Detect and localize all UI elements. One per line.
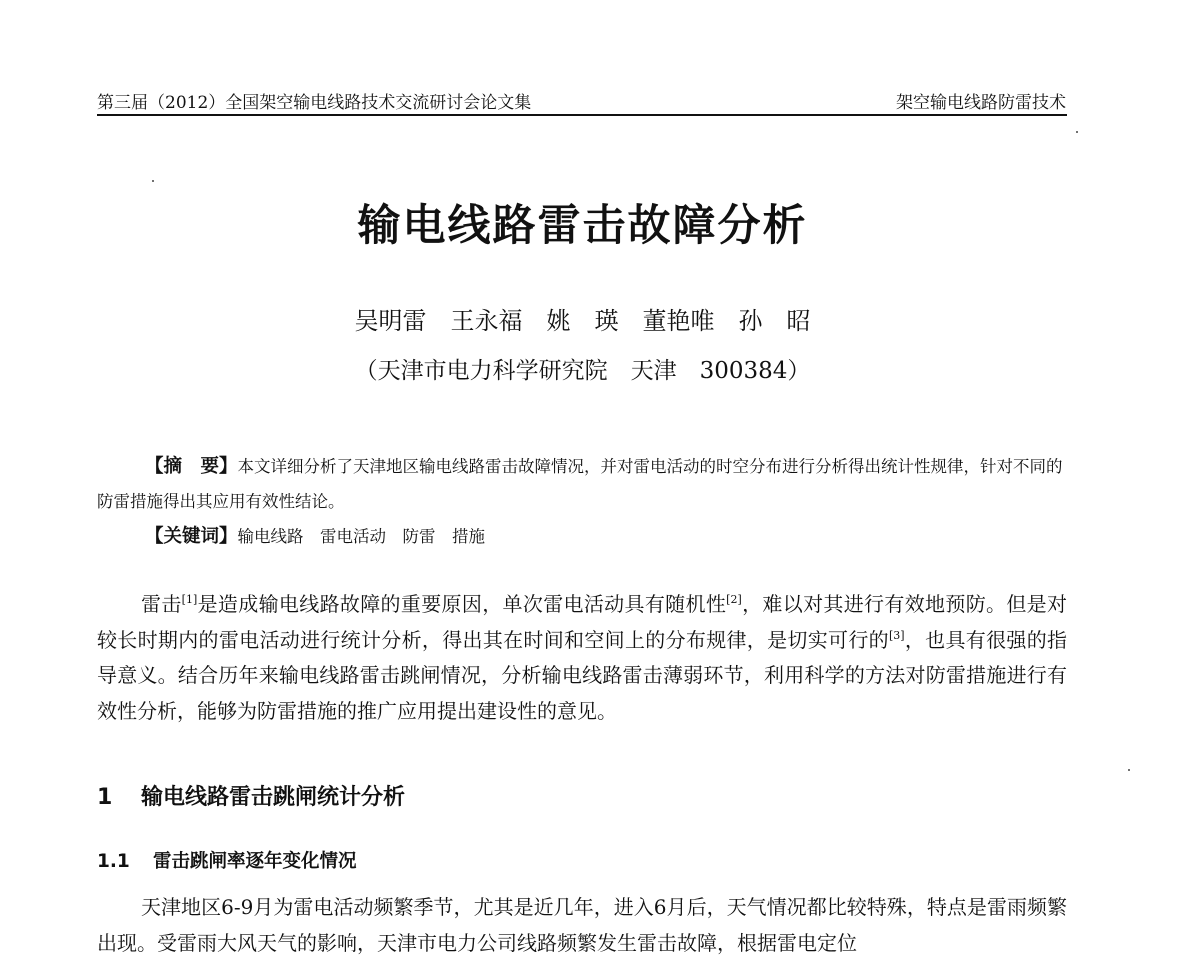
intro-paragraph xyxy=(97,587,1067,729)
body-paragraph xyxy=(97,890,1067,961)
keywords-text: 输电线路 雷电活动 防雷 措施 xyxy=(237,527,486,546)
citation-3: [3] xyxy=(888,628,905,642)
subsection-title: 雷击跳闸率逐年变化情况 xyxy=(153,851,357,872)
citation-2: [2] xyxy=(726,593,742,606)
section-title: 输电线路雷击跳闸统计分析 xyxy=(141,785,406,810)
subsection-number: 1.1 xyxy=(97,851,130,872)
keywords xyxy=(97,519,1067,554)
author-list: 吴明雷 王永福 姚 瑛 董艳唯 孙 昭 xyxy=(354,307,811,335)
intro-text: ，难以对其进行有效地预防。但是对较长时期内的雷电活动进行统计分析，得出其在时间和空间上的分布规律，是切实可行的 xyxy=(97,592,1068,652)
citation-1: [1] xyxy=(181,593,198,606)
running-header-right: 架空输电线路防雷技术 xyxy=(896,93,1066,113)
keywords-label: 【关键词】 xyxy=(145,526,238,547)
intro-text: 是造成输电线路故障的重要原因，单次雷电活动具有随机性 xyxy=(197,592,727,616)
abstract xyxy=(97,449,1067,519)
body-paragraph-text: 天津地区6-9月为雷电活动频繁季节，尤其是近几年，进入6月后，天气情况都比较特殊，特点是雷雨频繁出现。受雷雨大风天气的影响，天津市电力公司线路频繁发生雷击故障，根据雷电定位 xyxy=(97,895,1067,955)
scan-speck xyxy=(1076,131,1078,133)
subsection-heading-1-1 xyxy=(97,847,357,873)
section-heading-1 xyxy=(97,780,405,811)
scan-speck xyxy=(152,180,154,182)
affiliation: （天津市电力科学研究院 天津 300384） xyxy=(354,358,811,384)
abstract-block xyxy=(97,449,1067,554)
abstract-text: 本文详细分析了天津地区输电线路雷击故障情况，并对雷电活动的时空分布进行分析得出统计性规律，针对不同的防雷措施得出其应用有效性结论。 xyxy=(97,457,1063,511)
running-header-left: 第三届（2012）全国架空输电线路技术交流研讨会论文集 xyxy=(97,93,532,113)
intro-text: ，也具有很强的指导意义。结合历年来输电线路雷击跳闸情况，分析输电线路雷击薄弱环节，利用科学的方法对防雷措施进行有效性分析，能够为防雷措施的推广应用提出建设性的意见。 xyxy=(97,627,1067,723)
paper-title: 输电线路雷击故障分析 xyxy=(357,201,808,251)
scan-speck xyxy=(1128,769,1130,771)
abstract-label: 【摘 要】 xyxy=(145,456,238,477)
section-number: 1 xyxy=(97,785,113,810)
header-rule xyxy=(97,114,1067,116)
intro-text: 雷击 xyxy=(141,592,182,616)
